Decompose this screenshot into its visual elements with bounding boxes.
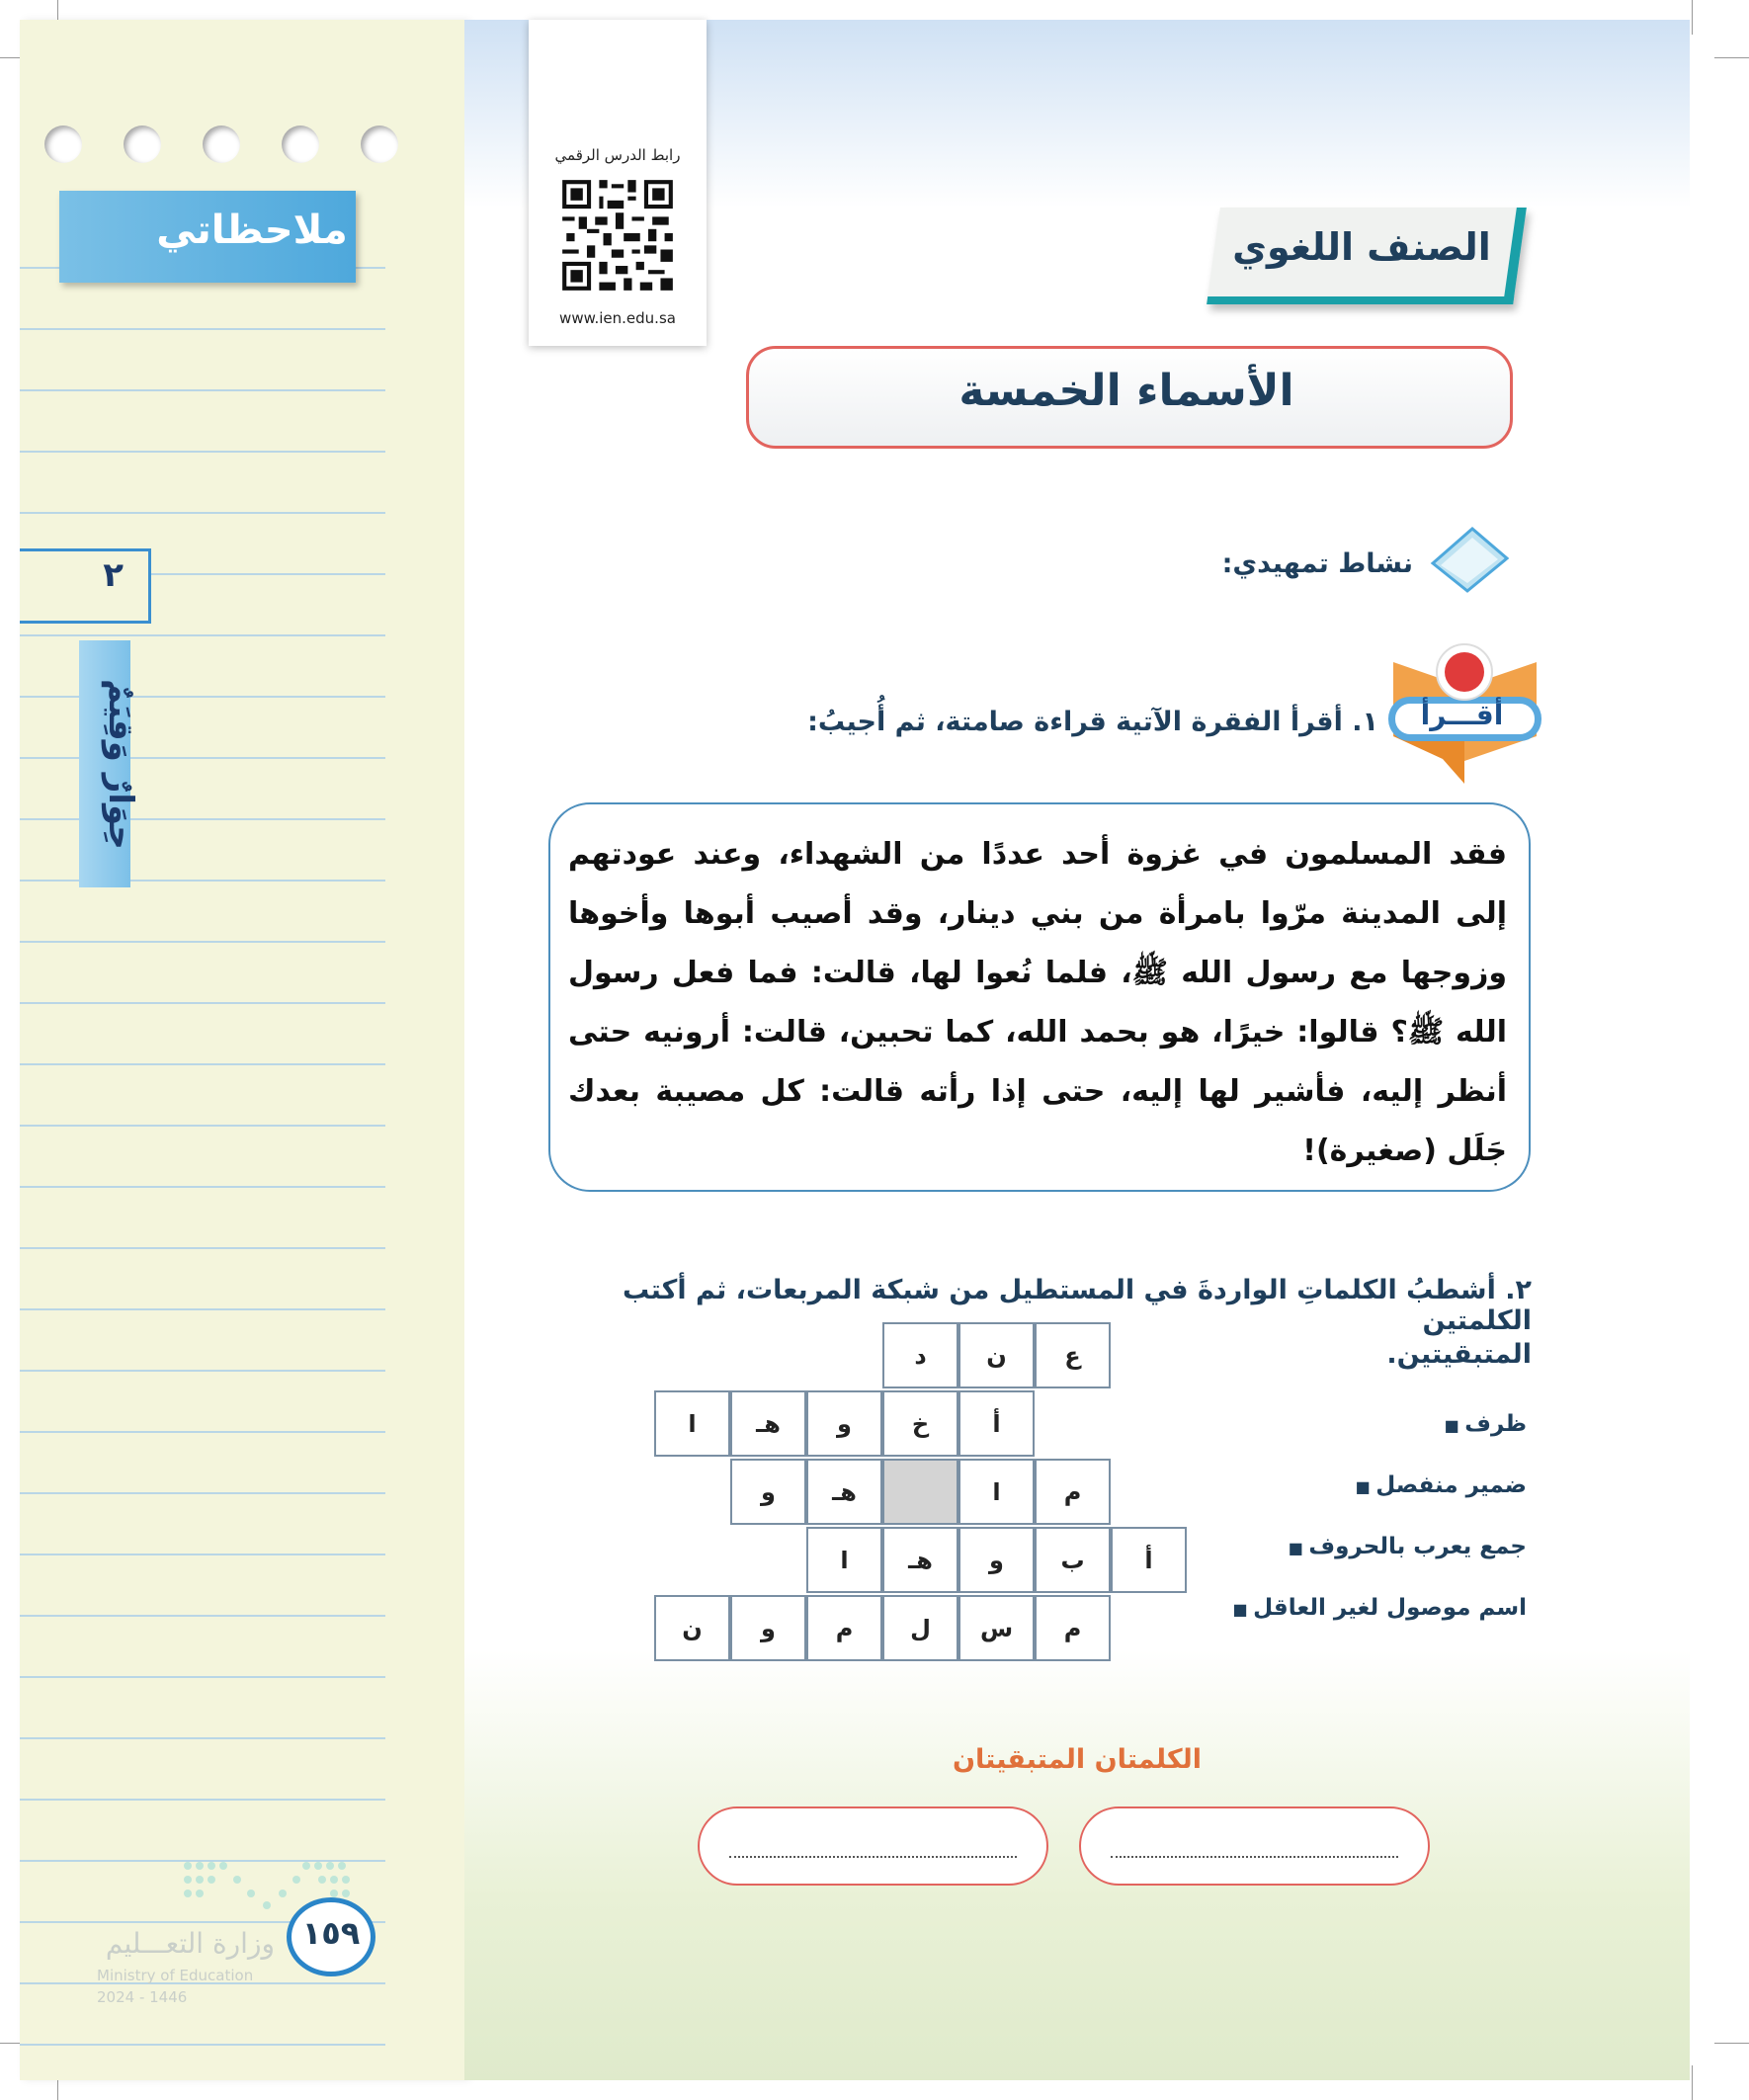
notes-line [20,1308,385,1310]
ministry-name-ar: وزارة التعـــليم [105,1927,275,1960]
grid-cell[interactable]: ب [1035,1527,1111,1593]
grid-cell[interactable]: و [806,1390,882,1457]
notes-line [20,1615,385,1617]
notes-line [20,1554,385,1555]
binder-ring [44,126,82,163]
question-2: ٢. أشطبُ الكلماتِ الواردةَ في المستطيل من شبكة المربعات، ثم أكتب الكلمتين [623,1275,1532,1336]
grid-cell[interactable]: هـ [730,1390,806,1457]
notes-line [20,328,385,330]
notes-line [20,1002,385,1004]
category-label: الصنف اللغوي [1232,225,1491,269]
ministry-year: 2024 - 1446 [97,1988,188,2006]
notes-line [20,1125,385,1127]
crop-mark [1714,2043,1749,2044]
question-2-continued: المتبقيتين. [1386,1339,1532,1370]
notes-line [20,1737,385,1739]
activity-icon [1423,524,1512,593]
question-1: ١. أقرأ الفقرة الآتية قراءة صامتة، ثم أُجيبُ: [807,707,1378,737]
grid-cell[interactable]: س [958,1595,1035,1661]
notes-line [20,451,385,453]
notes-line [20,1370,385,1372]
grid-cell[interactable]: و [730,1595,806,1661]
qr-caption: رابط الدرس الرقمي [554,146,681,164]
crop-mark [1692,0,1693,35]
qr-url[interactable]: www.ien.edu.sa [559,309,676,327]
qr-code-icon[interactable] [558,176,677,294]
binder-ring [282,126,319,163]
grid-cell[interactable]: م [1035,1595,1111,1661]
lesson-title: الأسماء الخمسة [958,366,1294,416]
clue-item: جمع يعرب بالحروف ■ [1176,1534,1527,1559]
notes-line [20,1431,385,1433]
notes-line [20,512,385,514]
grid-cell[interactable]: هـ [882,1527,958,1593]
grid-cell[interactable]: و [958,1527,1035,1593]
grid-cell[interactable]: هـ [806,1459,882,1525]
answer-field[interactable] [698,1806,1048,1886]
grid-cell[interactable]: م [1035,1459,1111,1525]
notes-line [20,1186,385,1188]
grid-cell[interactable]: ا [958,1459,1035,1525]
binder-ring [361,126,398,163]
notes-line [20,941,385,943]
activity-label: نشاط تمهيدي: [1221,548,1413,579]
notes-line [20,389,385,391]
unit-title: حِوَارٌ وَقِيَمٌ [101,678,140,850]
notes-line [20,2044,385,2046]
passage-text: فقد المسلمون في غزوة أحد عددًا من الشهداء، وعند عودتهم إلى المدينة مرّوا بامرأة من بني دينار، وقد أصيب أبوها وأخوها وزوجها مع رسول الله ﷺ، فلما نُعوا لها، قالت: فما فعل رسول الله ﷺ؟ قالوا: خيرًا، هو بحمد الله، كما تحبين، قالت: أرونيه حتى أنظر إليه، فأشير لها إليه، حتى إذا رأته قالت: كل مصيبة بعدك جَلَل (صغيرة)! [568,837,1507,1168]
ministry-name-en: Ministry of Education [97,1967,254,1984]
read-label: أقـــرأ [1420,699,1504,731]
grid-cell[interactable]: ن [654,1595,730,1661]
grid-cell[interactable]: ا [806,1527,882,1593]
unit-number: ٢ [103,555,124,595]
notes-line [20,880,385,882]
grid-cell[interactable]: م [806,1595,882,1661]
notes-column [20,20,466,2080]
grid-cell[interactable] [882,1459,958,1525]
notes-line [20,1799,385,1801]
grid-cell[interactable]: ع [1035,1322,1111,1388]
notes-title: ملاحظاتي [156,208,348,253]
page-number: ١٥٩ [301,1914,361,1952]
answer-field[interactable] [1079,1806,1430,1886]
clue-item: ظرف ■ [1176,1411,1527,1437]
clue-item: ضمير منفصل ■ [1176,1472,1527,1498]
crop-mark [1714,57,1749,58]
grid-cell[interactable]: خ [882,1390,958,1457]
notes-line [20,1247,385,1249]
grid-cell[interactable]: أ [1111,1527,1187,1593]
notes-line [20,1063,385,1065]
grid-cell[interactable]: ا [654,1390,730,1457]
answers-title: الكلمتان المتبقيتان [952,1744,1203,1775]
grid-cell[interactable]: د [882,1322,958,1388]
grid-cell[interactable]: و [730,1459,806,1525]
grid-cell[interactable]: أ [958,1390,1035,1457]
binder-ring [124,126,161,163]
clue-item: اسم موصول لغير العاقل ■ [1176,1595,1527,1621]
notes-line [20,1492,385,1494]
grid-cell[interactable]: ل [882,1595,958,1661]
binder-ring [203,126,240,163]
notes-line [20,1676,385,1678]
notes-line [20,634,385,636]
crop-mark [1692,2065,1693,2100]
grid-cell[interactable]: ن [958,1322,1035,1388]
